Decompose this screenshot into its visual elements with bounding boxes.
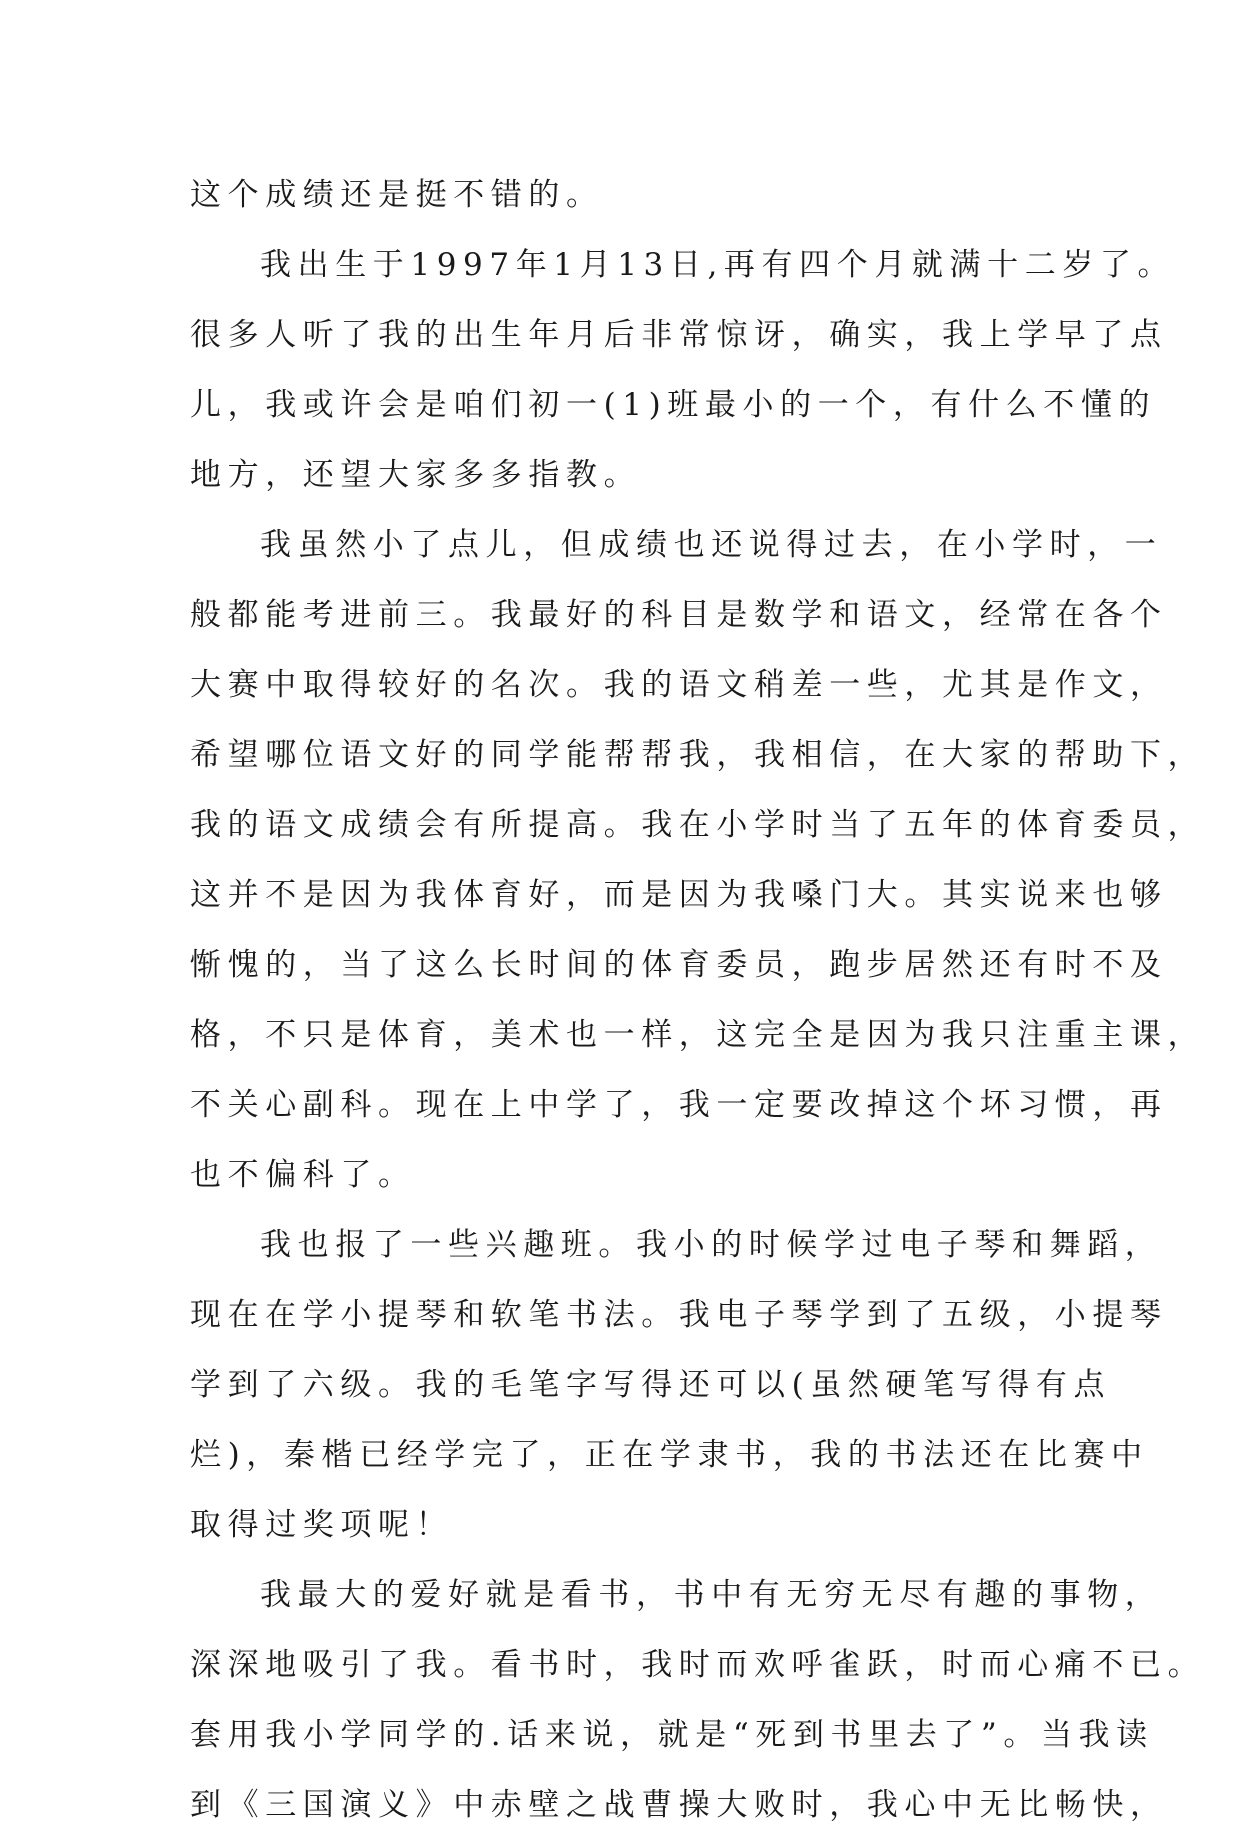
text-line: 烂)，秦楷已经学完了，正在学隶书，我的书法还在比赛中 (190, 1437, 1149, 1473)
text-line: 般都能考进前三。我最好的科目是数学和语文，经常在各个 (190, 597, 1168, 633)
text-line: 我的语文成绩会有所提高。我在小学时当了五年的体育委员， (190, 807, 1206, 843)
document-body (190, 160, 1206, 1840)
text-line: 深深地吸引了我。看书时，我时而欢呼雀跃，时而心痛不已。 (190, 1647, 1206, 1683)
text-line: 我也报了一些兴趣班。我小的时候学过电子琴和舞蹈， (260, 1227, 1163, 1263)
text-line: 不关心副科。现在上中学了，我一定要改掉这个坏习惯，再 (190, 1087, 1168, 1123)
text-line: 我虽然小了点儿，但成绩也还说得过去，在小学时，一 (260, 527, 1163, 563)
text-line: 很多人听了我的出生年月后非常惊讶，确实，我上学早了点 (190, 317, 1168, 353)
text-line: 套用我小学同学的.话来说，就是“死到书里去了”。当我读 (190, 1717, 1154, 1753)
text-line: 这个成绩还是挺不错的。 (190, 177, 604, 213)
text-line: 我出生于1997年1月13日,再有四个月就满十二岁了。 (260, 247, 1176, 283)
text-line: 学到了六级。我的毛笔字写得还可以(虽然硬笔写得有点 (190, 1367, 1112, 1403)
text-line: 地方，还望大家多多指教。 (190, 457, 642, 493)
text-line: 也不偏科了。 (190, 1157, 416, 1193)
text-line: 惭愧的，当了这么长时间的体育委员，跑步居然还有时不及 (190, 947, 1168, 983)
text-line: 大赛中取得较好的名次。我的语文稍差一些，尤其是作文， (190, 667, 1168, 703)
text-line: 取得过奖项呢！ (190, 1507, 454, 1543)
text-line: 到《三国演义》中赤壁之战曹操大败时，我心中无比畅快， (190, 1787, 1168, 1823)
text-line: 现在在学小提琴和软笔书法。我电子琴学到了五级，小提琴 (190, 1297, 1168, 1333)
text-line: 格，不只是体育，美术也一样，这完全是因为我只注重主课， (190, 1017, 1206, 1053)
text-line: 我最大的爱好就是看书，书中有无穷无尽有趣的事物， (260, 1577, 1163, 1613)
text-line: 这并不是因为我体育好，而是因为我嗓门大。其实说来也够 (190, 877, 1168, 913)
text-line: 儿，我或许会是咱们初一(1)班最小的一个，有什么不懂的 (190, 387, 1157, 423)
text-line: 希望哪位语文好的同学能帮帮我，我相信，在大家的帮助下， (190, 737, 1206, 773)
